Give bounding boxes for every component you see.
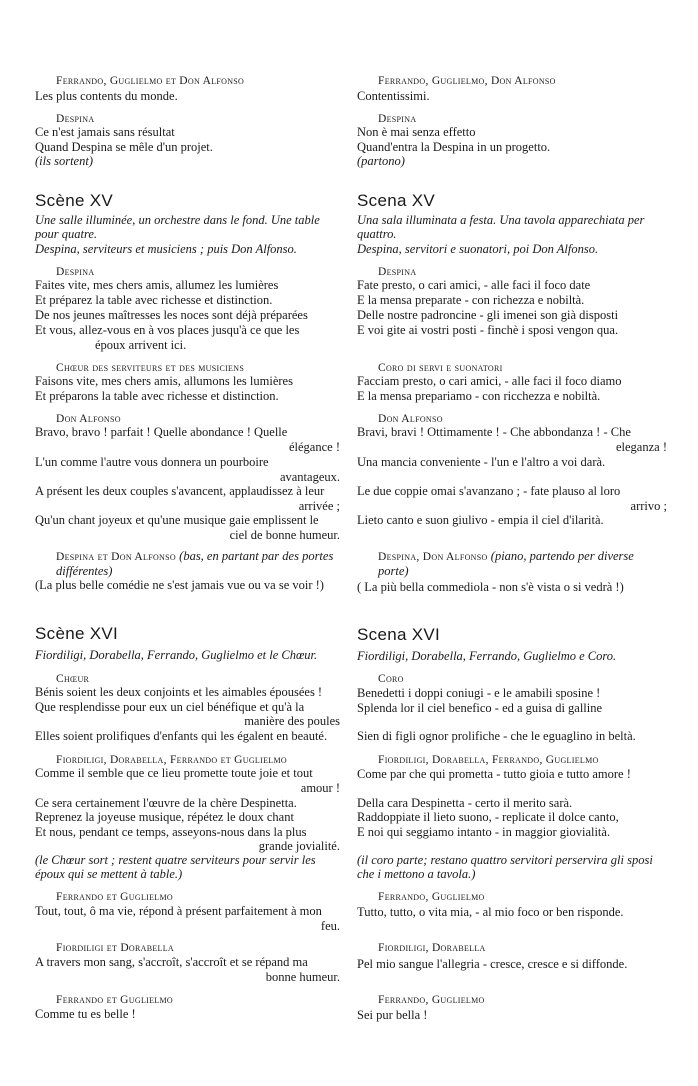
scene-heading: Scena XVI: [357, 625, 441, 644]
verse-line: Bravo, bravo ! parfait ! Quelle abondance ! Quelle: [35, 425, 288, 439]
verse-line: manière des poules: [244, 714, 340, 728]
verse-line: avantageux.: [279, 470, 340, 484]
verse-line: Non è mai senza effetto: [357, 125, 476, 139]
verse-line: Et préparez la table avec richesse et distinction.: [35, 293, 273, 307]
speaker-name: Despina et Don Alfonso: [56, 551, 176, 563]
speaker-name: Coro: [378, 673, 404, 685]
verse-line: Splenda lor il ciel benefico - ed a guisa di galline: [357, 701, 603, 715]
verse-line: Reprenez la joyeuse musique, répétez le doux chant: [35, 810, 294, 824]
verse-line: Que resplendisse pour eux un ciel bénéfique et qu'à la: [35, 700, 305, 714]
stage-direction: (partono): [357, 154, 405, 168]
scene-description: Fiordiligi, Dorabella, Ferrando, Guglielmo e Coro.: [357, 649, 617, 663]
stage-direction: (ils sortent): [35, 154, 93, 168]
verse-line: E la mensa prepariamo - con ricchezza e nobiltà.: [357, 389, 601, 403]
stage-direction: (le Chœur sort ; restent quatre serviteurs pour servir les: [35, 853, 316, 867]
verse-line: grande jovialité.: [258, 839, 340, 853]
speaker-name: Despina: [378, 266, 417, 278]
speaker-name: Ferrando et Guglielmo: [56, 994, 173, 1006]
verse-line: Delle nostre padroncine - gli imenei son già disposti: [357, 308, 619, 322]
verse-line: Ce sera certainement l'œuvre de la chère Despinetta.: [35, 796, 297, 810]
verse-line: Les plus contents du monde.: [35, 89, 178, 103]
verse-line: Bravi, bravi ! Ottimamente ! - Che abbondanza ! - Che: [357, 425, 631, 439]
verse-line: A travers mon sang, s'accroît, s'accroît et se répand ma: [35, 955, 308, 969]
verse-line: Et nous, pendant ce temps, asseyons-nous dans la plus: [35, 825, 307, 839]
scene-description: Despina, serviteurs et musiciens ; puis Don Alfonso.: [35, 242, 297, 256]
speaker-name: Ferrando, Guglielmo, Don Alfonso: [378, 75, 556, 87]
speaker-name: Fiordiligi, Dorabella, Ferrando et Guglielmo: [56, 754, 287, 766]
speaker-name: Ferrando, Guglielmo: [378, 891, 485, 903]
speaker-name: Don Alfonso: [56, 413, 121, 425]
verse-line: Faites vite, mes chers amis, allumez les lumières: [35, 278, 279, 292]
verse-line: Fate presto, o cari amici, - alle faci il foco date: [357, 278, 591, 292]
verse-line: Qu'un chant joyeux et qu'une musique gaie emplissent le: [35, 513, 319, 527]
speaker-name: Fiordiligi et Dorabella: [56, 942, 174, 954]
verse-line: Et vous, allez-vous en à vos places jusqu'à ce que les: [35, 323, 300, 337]
scene-heading: Scène XV: [35, 191, 114, 210]
verse-line: E noi qui seggiamo intanto - in maggior giovialità.: [357, 825, 611, 839]
verse-line: Comme il semble que ce lieu promette toute joie et tout: [35, 766, 313, 780]
verse-line: élégance !: [288, 440, 340, 454]
verse-line: A présent les deux couples s'avancent, applaudissez à leur: [35, 484, 325, 498]
speaker-name: Despina: [56, 266, 95, 278]
verse-line: arrivo ;: [630, 499, 667, 513]
stage-direction: (il coro parte; restano quattro servitori perservira gli sposi: [357, 853, 653, 867]
verse-line: Bénis soient les deux conjoints et les aimables épousées !: [35, 685, 323, 699]
speaker-name: Fiordiligi, Dorabella: [378, 942, 486, 954]
speaker-name: Ferrando et Guglielmo: [56, 891, 173, 903]
stage-direction: (piano, partendo per diverse porte): [378, 549, 634, 578]
verse-line: Faisons vite, mes chers amis, allumons les lumières: [35, 374, 293, 388]
verse-line: L'un comme l'autre vous donnera un pourboire: [35, 455, 269, 469]
verse-line: Quand'entra la Despina in un progetto.: [357, 140, 551, 154]
scene-description: quattro.: [357, 227, 397, 241]
speaker-line: [35, 549, 340, 579]
verse-line: Contentissimi.: [357, 89, 430, 103]
verse-line: (La plus belle comédie ne s'est jamais vue ou va se voir !): [35, 578, 324, 592]
verse-line: Sien di figli ognor prolifiche - che le eguaglino in beltà.: [357, 729, 636, 743]
verse-line: Raddoppiate il lieto suono, - replicate il dolce canto,: [357, 810, 619, 824]
verse-line: Le due coppie omai s'avanzano ; - fate plauso al loro: [357, 484, 621, 498]
verse-line: feu.: [320, 919, 340, 933]
scene-description: Una sala illuminata a festa. Una tavola apparechiata per: [357, 213, 645, 227]
speaker-name: Despina: [56, 113, 95, 125]
scene-heading: Scena XV: [357, 191, 436, 210]
scene-description: pour quatre.: [35, 227, 98, 241]
scene-description: Une salle illuminée, un orchestre dans le fond. Une table: [35, 213, 320, 227]
stage-direction: époux qui se mettent à table.): [35, 867, 183, 881]
verse-line: Comme tu es belle !: [35, 1007, 136, 1021]
speaker-name: Coro di servi e suonatori: [378, 362, 503, 374]
verse-line: Facciam presto, o cari amici, - alle faci il foco diamo: [357, 374, 622, 388]
speaker-name: Don Alfonso: [378, 413, 443, 425]
verse-line: Come par che qui prometta - tutto gioia e tutto amore !: [357, 767, 631, 781]
speaker-name: Despina: [378, 113, 417, 125]
speaker-name: Ferrando, Guglielmo: [378, 994, 485, 1006]
verse-line: ciel de bonne humeur.: [229, 528, 340, 542]
verse-line: Pel mio sangue l'allegria - cresce, cresce e si diffonde.: [357, 957, 628, 971]
verse-line: amour !: [300, 781, 340, 795]
speaker-name: Fiordiligi, Dorabella, Ferrando, Guglielmo: [378, 754, 599, 766]
verse-line: Quand Despina se mêle d'un projet.: [35, 140, 213, 154]
speaker-name: Despina, Don Alfonso: [378, 551, 488, 563]
speaker-name: Chœur des serviteurs et des musiciens: [56, 362, 245, 374]
verse-line: Et préparons la table avec richesse et distinction.: [35, 389, 279, 403]
stage-direction: che i mettono a tavola.): [357, 867, 476, 881]
verse-line: Elles soient prolifiques d'enfants qui les égalent en beauté.: [35, 729, 328, 743]
speaker-name: Ferrando, Guglielmo et Don Alfonso: [56, 75, 245, 87]
verse-line: eleganza !: [615, 440, 667, 454]
verse-line: Della cara Despinetta - certo il merito sarà.: [357, 796, 573, 810]
verse-line: Tutto, tutto, o vita mia, - al mio foco or ben risponde.: [357, 905, 624, 919]
speaker-line: [357, 549, 667, 579]
verse-line: Ce n'est jamais sans résultat: [35, 125, 175, 139]
verse-line: Una mancia conveniente - l'un e l'altro a voi darà.: [357, 455, 606, 469]
verse-line: Benedetti i doppi coniugi - e le amabili sposine !: [357, 686, 601, 700]
verse-line: bonne humeur.: [265, 970, 340, 984]
stage-direction: (bas, en partant par des portes différentes): [56, 549, 334, 578]
verse-line: De nos jeunes maîtresses les noces sont déjà préparées: [35, 308, 308, 322]
verse-line: Sei pur bella !: [357, 1008, 428, 1022]
verse-line: E voi gite ai vostri posti - finchè i sposi vengon qua.: [357, 323, 619, 337]
verse-line: Lieto canto e suon giulivo - empia il ciel d'ilarità.: [357, 513, 604, 527]
verse-line: E la mensa preparate - con richezza e nobiltà.: [357, 293, 585, 307]
verse-line: Tout, tout, ô ma vie, répond à présent parfaitement à mon: [35, 904, 322, 918]
scene-description: Despina, servitori e suonatori, poi Don Alfonso.: [357, 242, 599, 256]
scene-description: Fiordiligi, Dorabella, Ferrando, Guglielmo et le Chœur.: [35, 648, 318, 662]
speaker-name: Chœur: [56, 673, 90, 685]
verse-line: arrivée ;: [298, 499, 340, 513]
verse-line: ( La più bella commediola - non s'è vista o si vedrà !): [357, 580, 624, 594]
verse-line: époux arrivent ici.: [95, 338, 187, 352]
scene-heading: Scène XVI: [35, 624, 119, 643]
